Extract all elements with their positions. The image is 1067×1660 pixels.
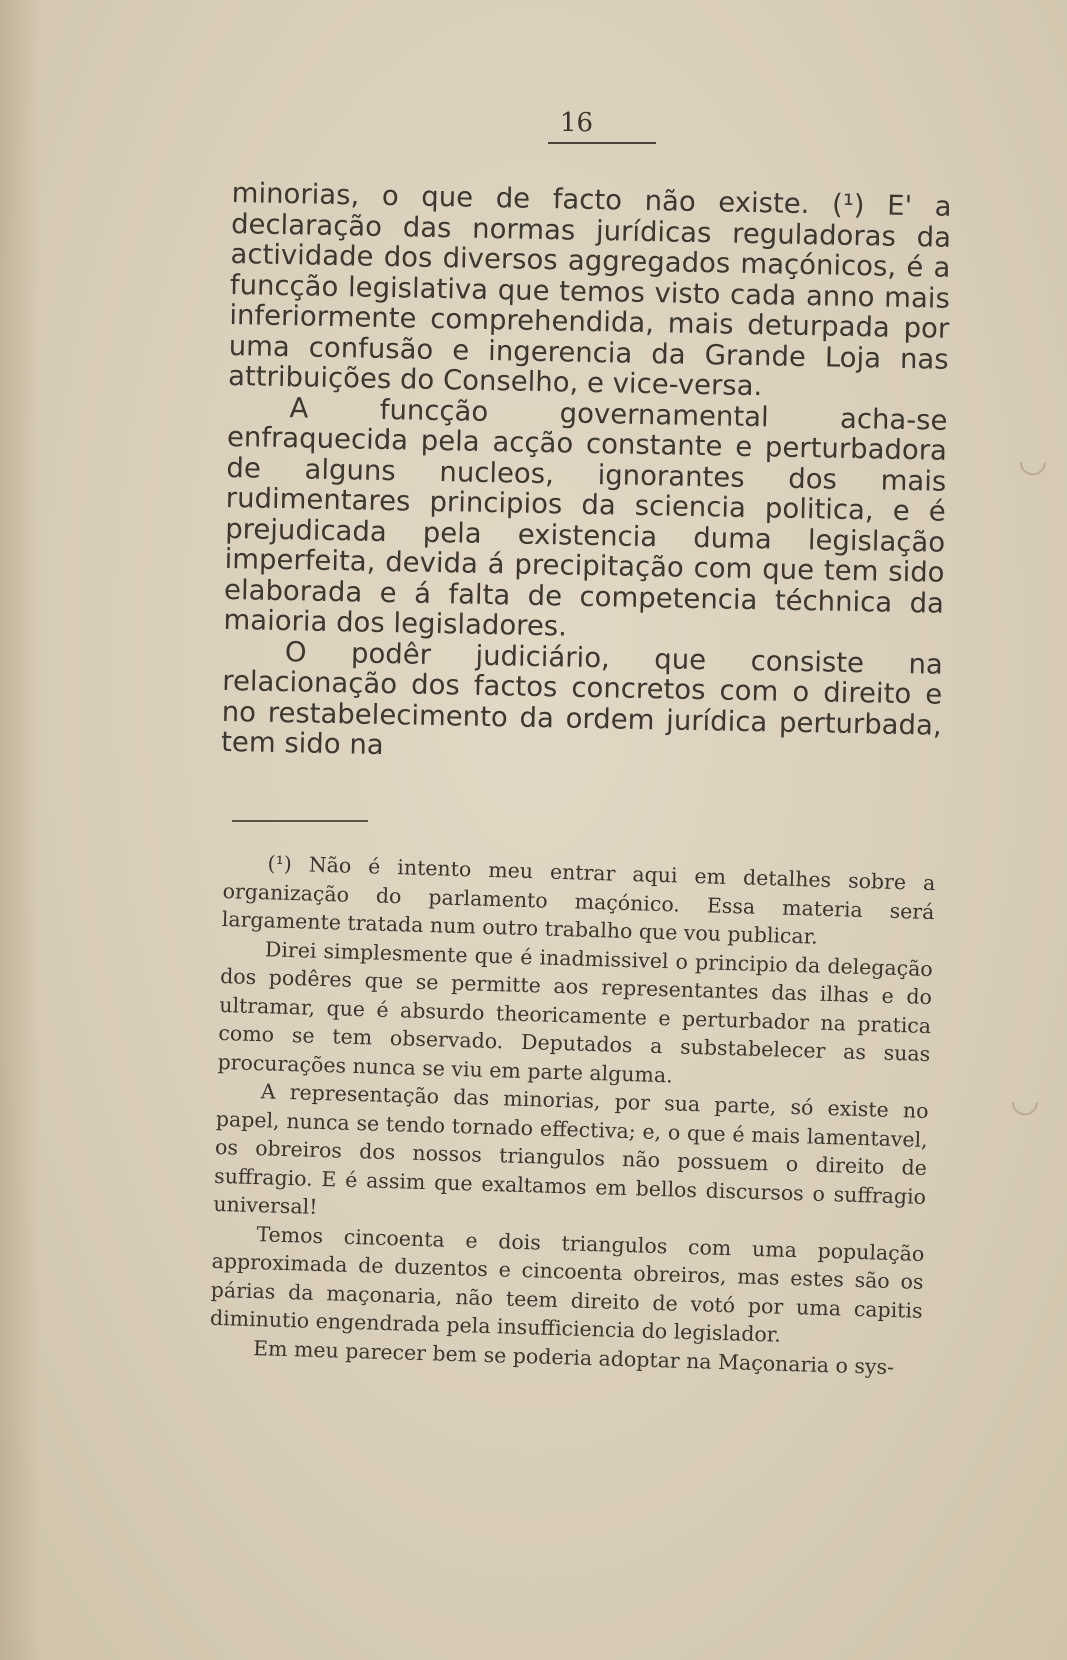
footnote-1: (¹) Não é intento meu entrar aqui em detalhes sobre a organização do parlamento maçónico. Essa materia será largamente tratada num outro trabalho que vou publicar. (221, 851, 936, 949)
footnote-separator (232, 820, 368, 822)
footnote-2: Direi simplesmente que é inadmissivel o principio da delegação dos podêres que se permitte aos representantes das ilhas e do ultramar, que é absurdo theoricamente e perturbador na pratica como se tem observado. Deputados a substabelecer as suas procurações nunca se viu em parte alguma. (217, 936, 934, 1087)
paragraph-1: minorias, o que de facto não existe. (¹) E' a declaração das normas jurídicas reguladoras da actividade dos diversos aggregados maçónicos, é a funcção legislativa que temos visto cada anno mais inferiormente comprehendida, mais deturpada por uma confusão e ingerencia da Grande Loja nas attribuições do Conselho, e vice-versa. (227, 177, 952, 403)
body-text (221, 178, 952, 771)
page-number: 16 (560, 108, 594, 138)
footnotes (209, 848, 936, 1382)
footnote-4: Temos cincoenta e dois triangulos com uma população approximada de duzentos e cincoenta obreiros, mas estes são os párias da maçonaria, não teem direito de votó por uma capitis diminutio engendrada pela insufficiencia do legislador. (209, 1221, 925, 1347)
footnote-5: Em meu parecer bem se poderia adoptar na Maçonaria o sys- (252, 1335, 895, 1379)
margin-stain-mark: ◡ (1018, 440, 1048, 480)
page-number-underline (548, 142, 656, 144)
footnote-3: A representação das minorias, por sua parte, só existe no papel, nunca se tendo tornado effectiva; e, o que é mais lamentavel, os obreiros dos nossos triangulos não possuem o direito de suffragio. E é assim que exaltamos em bellos discursos o suffragio universal! (213, 1079, 929, 1219)
margin-stain-mark: ◡ (1010, 1080, 1040, 1120)
page-edge-shadow (0, 0, 40, 1660)
paragraph-3: O podêr judiciário, que consiste na relacionação dos factos concretos com o direito e no restabelecimento da ordem jurídica perturbada, tem sido na (220, 635, 944, 762)
paragraph-2: A funcção governamental acha-se enfraquecida pela acção constante e perturbadora de alguns nucleos, ignorantes dos mais rudimentares principios da sciencia politica, e é prejudicada pela existencia duma legislação imperfeita, devida á precipitação com que tem sido elaborada e á falta de competencia téchnica da maioria dos legisladores. (223, 391, 948, 643)
